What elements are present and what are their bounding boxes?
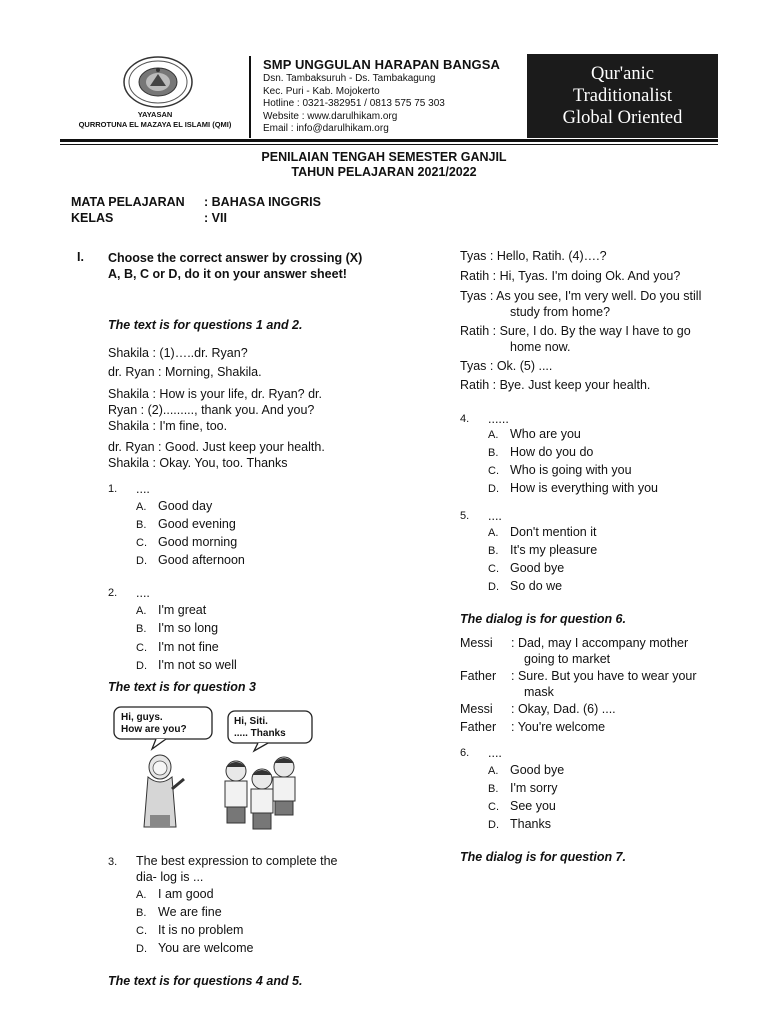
subject-value: : BAHASA INGGRIS xyxy=(204,195,321,209)
question-6-text: .... xyxy=(488,746,502,760)
class-row xyxy=(71,211,227,225)
school-info-block xyxy=(249,56,525,138)
dialog-speaker: Father xyxy=(460,669,497,683)
dialog-line: Ryan : (2)........., thank you. And you? xyxy=(108,403,315,417)
section-number: I. xyxy=(77,250,84,264)
dialogue-illustration xyxy=(108,705,314,835)
header-divider-thin xyxy=(60,144,718,145)
dialog-line: Tyas : Hello, Ratih. (4)….? xyxy=(460,249,607,263)
question-3-option-c[interactable]: C. It is no problem xyxy=(136,923,244,937)
dialog-line: going to market xyxy=(524,652,611,666)
question-2-option-c[interactable]: C. I'm not fine xyxy=(136,640,219,654)
dialog-line: Ratih : Bye. Just keep your health. xyxy=(460,378,651,392)
question-5-option-d[interactable]: D. So do we xyxy=(488,579,563,593)
school-website: Website : www.darulhikam.org xyxy=(263,110,398,122)
dialog-line: home now. xyxy=(510,340,571,354)
passage-2-heading: The text is for question 3 xyxy=(108,680,256,694)
class-label: KELAS xyxy=(71,211,114,225)
dialog-line: Shakila : (1)…..dr. Ryan? xyxy=(108,346,248,360)
question-3-number: 3. xyxy=(108,856,118,868)
dialog-line: Shakila : How is your life, dr. Ryan? dr. xyxy=(108,387,322,401)
school-address-1: Dsn. Tambaksuruh - Ds. Tambakagung xyxy=(263,73,436,84)
motto-line-1: Qur'anic xyxy=(591,64,654,84)
section-instruction: Choose the correct answer by crossing (X) A, B, C or D, do it on your answer sheet! xyxy=(108,251,363,281)
question-1-option-c[interactable]: C. Good morning xyxy=(136,535,238,549)
school-name: SMP UNGGULAN HARAPAN BANGSA xyxy=(263,57,500,72)
dialog-line: study from home? xyxy=(510,305,611,319)
foundation-label: YAYASAN xyxy=(137,110,173,119)
question-3-option-b[interactable]: B. We are fine xyxy=(136,905,222,919)
dialog-line: : Sure. But you have to wear your xyxy=(511,669,697,683)
bubble-right-line-1: Hi, Siti. xyxy=(234,716,268,727)
foundation-caption xyxy=(60,110,250,130)
school-crest-logo xyxy=(122,56,194,108)
question-6-option-b[interactable]: B. I'm sorry xyxy=(488,781,558,795)
question-4-text: ...... xyxy=(488,412,509,426)
question-2-option-a[interactable]: A. I'm great xyxy=(136,603,207,617)
dialog-line: mask xyxy=(524,685,554,699)
passage-3-heading: The text is for questions 4 and 5. xyxy=(108,974,303,988)
school-email: Email : info@darulhikam.org xyxy=(263,123,389,134)
question-5-option-c[interactable]: C. Good bye xyxy=(488,561,565,575)
subject-row xyxy=(71,195,321,209)
question-5-option-b[interactable]: B. It's my pleasure xyxy=(488,543,598,557)
foundation-name: QURROTUNA EL MAZAYA EL ISLAMI (QMI) xyxy=(78,120,232,129)
question-3-option-a[interactable]: A. I am good xyxy=(136,887,214,901)
passage-1-heading: The text is for questions 1 and 2. xyxy=(108,318,303,332)
bubble-left-line-1: Hi, guys. xyxy=(121,712,163,723)
subject-label: MATA PELAJARAN xyxy=(71,195,185,209)
school-address-2: Kec. Puri - Kab. Mojokerto xyxy=(263,85,380,97)
dialog-line: Ratih : Hi, Tyas. I'm doing Ok. And you? xyxy=(460,269,681,283)
dialog-line: Tyas : Ok. (5) .... xyxy=(460,359,553,373)
question-3-option-d[interactable]: D. You are welcome xyxy=(136,941,254,955)
question-3-text-2: dia- log is ... xyxy=(136,870,204,884)
dialog-speaker: Messi xyxy=(460,702,493,716)
question-1-number: 1. xyxy=(108,483,118,495)
dialog-line: dr. Ryan : Morning, Shakila. xyxy=(108,365,262,379)
motto-line-3: Global Oriented xyxy=(562,108,683,128)
exam-year: TAHUN PELAJARAN 2021/2022 xyxy=(291,165,477,179)
question-6-option-c[interactable]: C. See you xyxy=(488,799,556,813)
school-hotline: Hotline : 0321-382951 / 0813 575 75 303 xyxy=(263,98,445,109)
question-5-option-a[interactable]: A. Don't mention it xyxy=(488,525,597,539)
question-4-option-c[interactable]: C. Who is going with you xyxy=(488,463,632,477)
boys-figures xyxy=(225,757,295,829)
students-greeting-illustration xyxy=(108,705,314,835)
header-divider xyxy=(60,139,718,142)
dialog-line: dr. Ryan : Good. Just keep your health. xyxy=(108,440,325,454)
question-4-option-d[interactable]: D. How is everything with you xyxy=(488,481,658,495)
question-1-text: .... xyxy=(136,482,150,496)
question-3-text-1: The best expression to complete the xyxy=(136,854,338,868)
dialog-line: Ratih : Sure, I do. By the way I have to go xyxy=(460,324,691,338)
dialog-line: Shakila : I'm fine, too. xyxy=(108,419,228,433)
bubble-left-line-2: How are you? xyxy=(121,724,187,735)
class-value: : VII xyxy=(204,211,227,225)
dialog-line: : Dad, may I accompany mother xyxy=(511,636,689,650)
question-1-option-b[interactable]: B. Good evening xyxy=(136,517,236,531)
dialog-line: Shakila : Okay. You, too. Thanks xyxy=(108,456,288,470)
passage-5-heading: The dialog is for question 7. xyxy=(460,850,626,864)
question-2-option-d[interactable]: D. I'm not so well xyxy=(136,658,237,672)
question-4-option-a[interactable]: A. Who are you xyxy=(488,427,581,441)
question-4-number: 4. xyxy=(460,413,470,425)
question-6-option-d[interactable]: D. Thanks xyxy=(488,817,551,831)
question-2-text: .... xyxy=(136,586,150,600)
question-2-number: 2. xyxy=(108,587,118,599)
motto-box xyxy=(527,54,718,138)
question-5-number: 5. xyxy=(460,510,470,522)
girl-figure xyxy=(144,755,184,827)
question-2-option-b[interactable]: B. I'm so long xyxy=(136,621,219,635)
passage-4-heading: The dialog is for question 6. xyxy=(460,612,626,626)
question-5-text: .... xyxy=(488,509,502,523)
question-6-option-a[interactable]: A. Good bye xyxy=(488,763,565,777)
dialog-speaker: Messi xyxy=(460,636,493,650)
dialog-line: : You're welcome xyxy=(511,720,606,734)
exam-title: PENILAIAN TENGAH SEMESTER GANJIL xyxy=(261,150,507,164)
dialog-line: : Okay, Dad. (6) .... xyxy=(511,702,616,716)
question-1-option-a[interactable]: A. Good day xyxy=(136,499,213,513)
dialog-speaker: Father xyxy=(460,720,497,734)
dialog-line: Tyas : As you see, I'm very well. Do you still xyxy=(460,289,702,303)
bubble-right-line-2: ..... Thanks xyxy=(234,728,286,739)
motto-line-2: Traditionalist xyxy=(572,86,673,106)
question-4-option-b[interactable]: B. How do you do xyxy=(488,445,594,459)
question-1-option-d[interactable]: D. Good afternoon xyxy=(136,553,245,567)
question-6-number: 6. xyxy=(460,747,470,759)
